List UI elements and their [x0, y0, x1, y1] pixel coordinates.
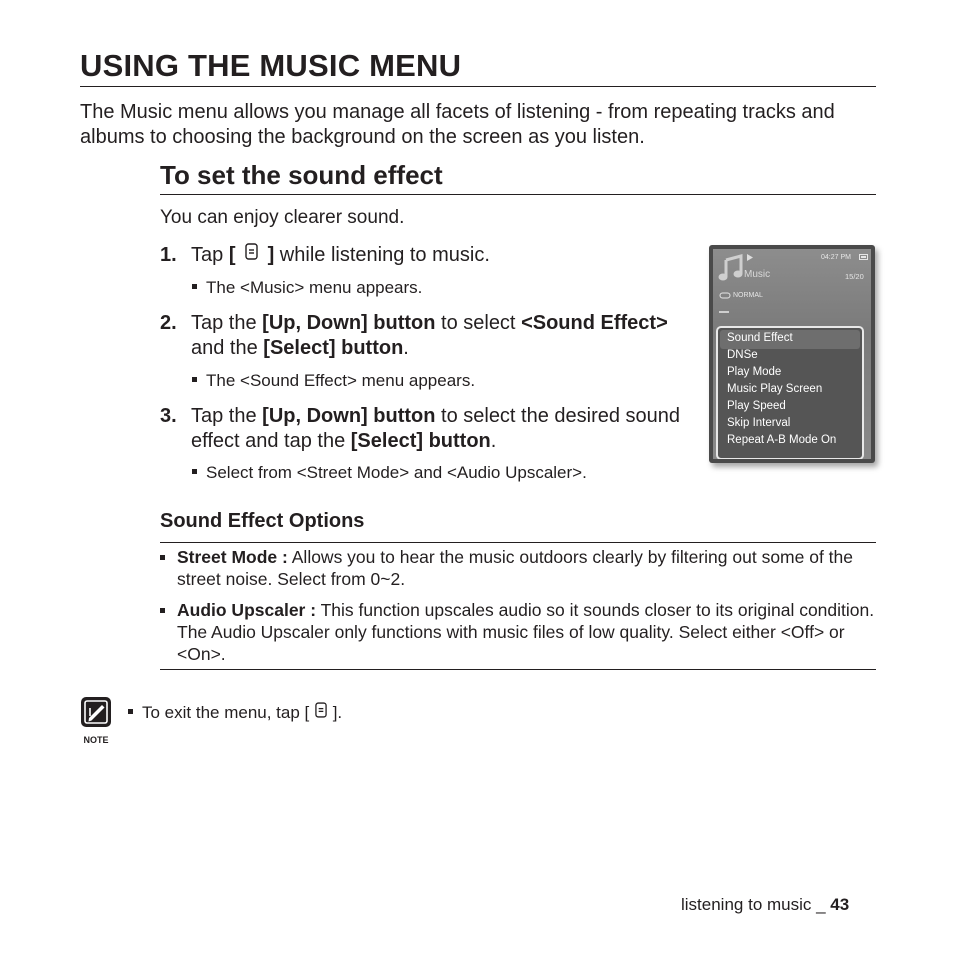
option-description: Allows you to hear the music outdoors clearly by filtering out some of the street noise. Select from 0~2. [177, 547, 854, 589]
page-title: USING THE MUSIC MENU [80, 48, 462, 83]
option-term: Street Mode : [177, 547, 288, 567]
step-result-text: Select from <Street Mode> and <Audio Upscaler>. [206, 463, 587, 482]
bullet-square-icon [160, 608, 165, 613]
menu-item-sound-effect[interactable]: Sound Effect [727, 332, 793, 344]
step-text-part: . [403, 337, 409, 359]
bullet-square-icon [192, 469, 197, 474]
repeat-icon [719, 292, 731, 299]
menu-icon [245, 242, 258, 267]
step-text-part: and the [191, 337, 264, 359]
bullet-square-icon [128, 709, 133, 714]
step-2 [160, 311, 670, 361]
section-lead: You can enjoy clearer sound. [160, 207, 405, 228]
note-pencil-icon [80, 696, 112, 728]
step-text-part: while listening to music. [274, 244, 490, 266]
menu-item-play-mode[interactable]: Play Mode [727, 366, 782, 378]
step-text-part: Tap the [191, 312, 263, 334]
menu-icon [315, 702, 327, 723]
option-term: Audio Upscaler : [177, 600, 317, 620]
step-number: 1. [160, 244, 177, 266]
step-bold-part: <Sound Effect> [521, 312, 668, 334]
music-note-icon [718, 254, 744, 282]
bullet-square-icon [192, 377, 197, 382]
sound-effect-menu [716, 326, 864, 459]
step-3 [160, 404, 690, 454]
step-text-part: to select the desired sound effect and tap the [191, 405, 681, 452]
note-badge [80, 696, 112, 745]
step-2-result [192, 371, 475, 391]
step-number: 2. [160, 312, 177, 334]
step-text [191, 243, 680, 268]
play-icon [747, 254, 753, 261]
step-text-part: Tap [191, 244, 229, 266]
options-heading: Sound Effect Options [160, 510, 365, 532]
progress-marker [719, 311, 729, 313]
screen-title: Music [744, 269, 771, 280]
options-top-rule [160, 542, 876, 543]
page-number: 43 [830, 895, 850, 914]
track-count: 15/20 [845, 272, 864, 281]
step-bold-part: [Up, Down] button [262, 405, 436, 427]
option-audio-upscaler [160, 599, 880, 665]
section-heading: To set the sound effect [160, 160, 443, 190]
step-text-part: . [490, 430, 497, 452]
menu-item-skip-interval[interactable]: Skip Interval [727, 417, 791, 429]
clock-readout: 04:27 PM [821, 254, 851, 261]
menu-item-dnse[interactable]: DNSe [727, 349, 758, 361]
bullet-square-icon [192, 284, 197, 289]
title-rule [80, 86, 876, 87]
battery-icon [859, 254, 869, 260]
menu-item-play-speed[interactable]: Play Speed [727, 400, 786, 412]
step-text-part: Tap the [191, 405, 263, 427]
step-3-result [192, 463, 587, 483]
step-text [191, 404, 690, 454]
option-street-mode [160, 546, 880, 590]
note-text-part: To exit the menu, tap [ [142, 703, 314, 722]
step-number: 3. [160, 405, 177, 427]
note-label: NOTE [83, 735, 109, 745]
step-1-result [192, 278, 422, 298]
step-bold-part: [Select] button [263, 337, 404, 359]
step-bold-part: [Up, Down] button [262, 312, 436, 334]
option-description: This function upscales audio so it sounds closer to its original condition. The Audio Upscaler only functions with music files of low quality. Select either <Off> or <On>. [177, 600, 875, 664]
step-bracket: ] [262, 244, 275, 266]
footer-section: listening to music _ [681, 895, 831, 914]
note-text [128, 703, 342, 724]
intro-paragraph: The Music menu allows you manage all facets of listening - from repeating tracks and albums to choosing the background on the screen as you listen. [80, 101, 835, 148]
bullet-square-icon [160, 555, 165, 560]
page-footer [681, 895, 849, 915]
step-bold-part: [Select] button [350, 430, 491, 452]
step-bracket: [ [228, 244, 242, 266]
menu-item-repeat-ab[interactable]: Repeat A-B Mode On [727, 434, 837, 446]
section-rule [160, 194, 876, 195]
note-text-part: ]. [327, 703, 343, 722]
step-text [191, 311, 670, 361]
device-display [713, 249, 871, 459]
step-1 [160, 243, 680, 268]
options-bottom-rule [160, 669, 876, 670]
device-screen-illustration [709, 245, 875, 463]
step-result-text: The <Music> menu appears. [206, 278, 423, 297]
step-result-text: The <Sound Effect> menu appears. [206, 371, 476, 390]
step-text-part: to select [435, 312, 522, 334]
play-mode-label: NORMAL [733, 292, 763, 299]
menu-item-music-play-screen[interactable]: Music Play Screen [727, 383, 823, 395]
